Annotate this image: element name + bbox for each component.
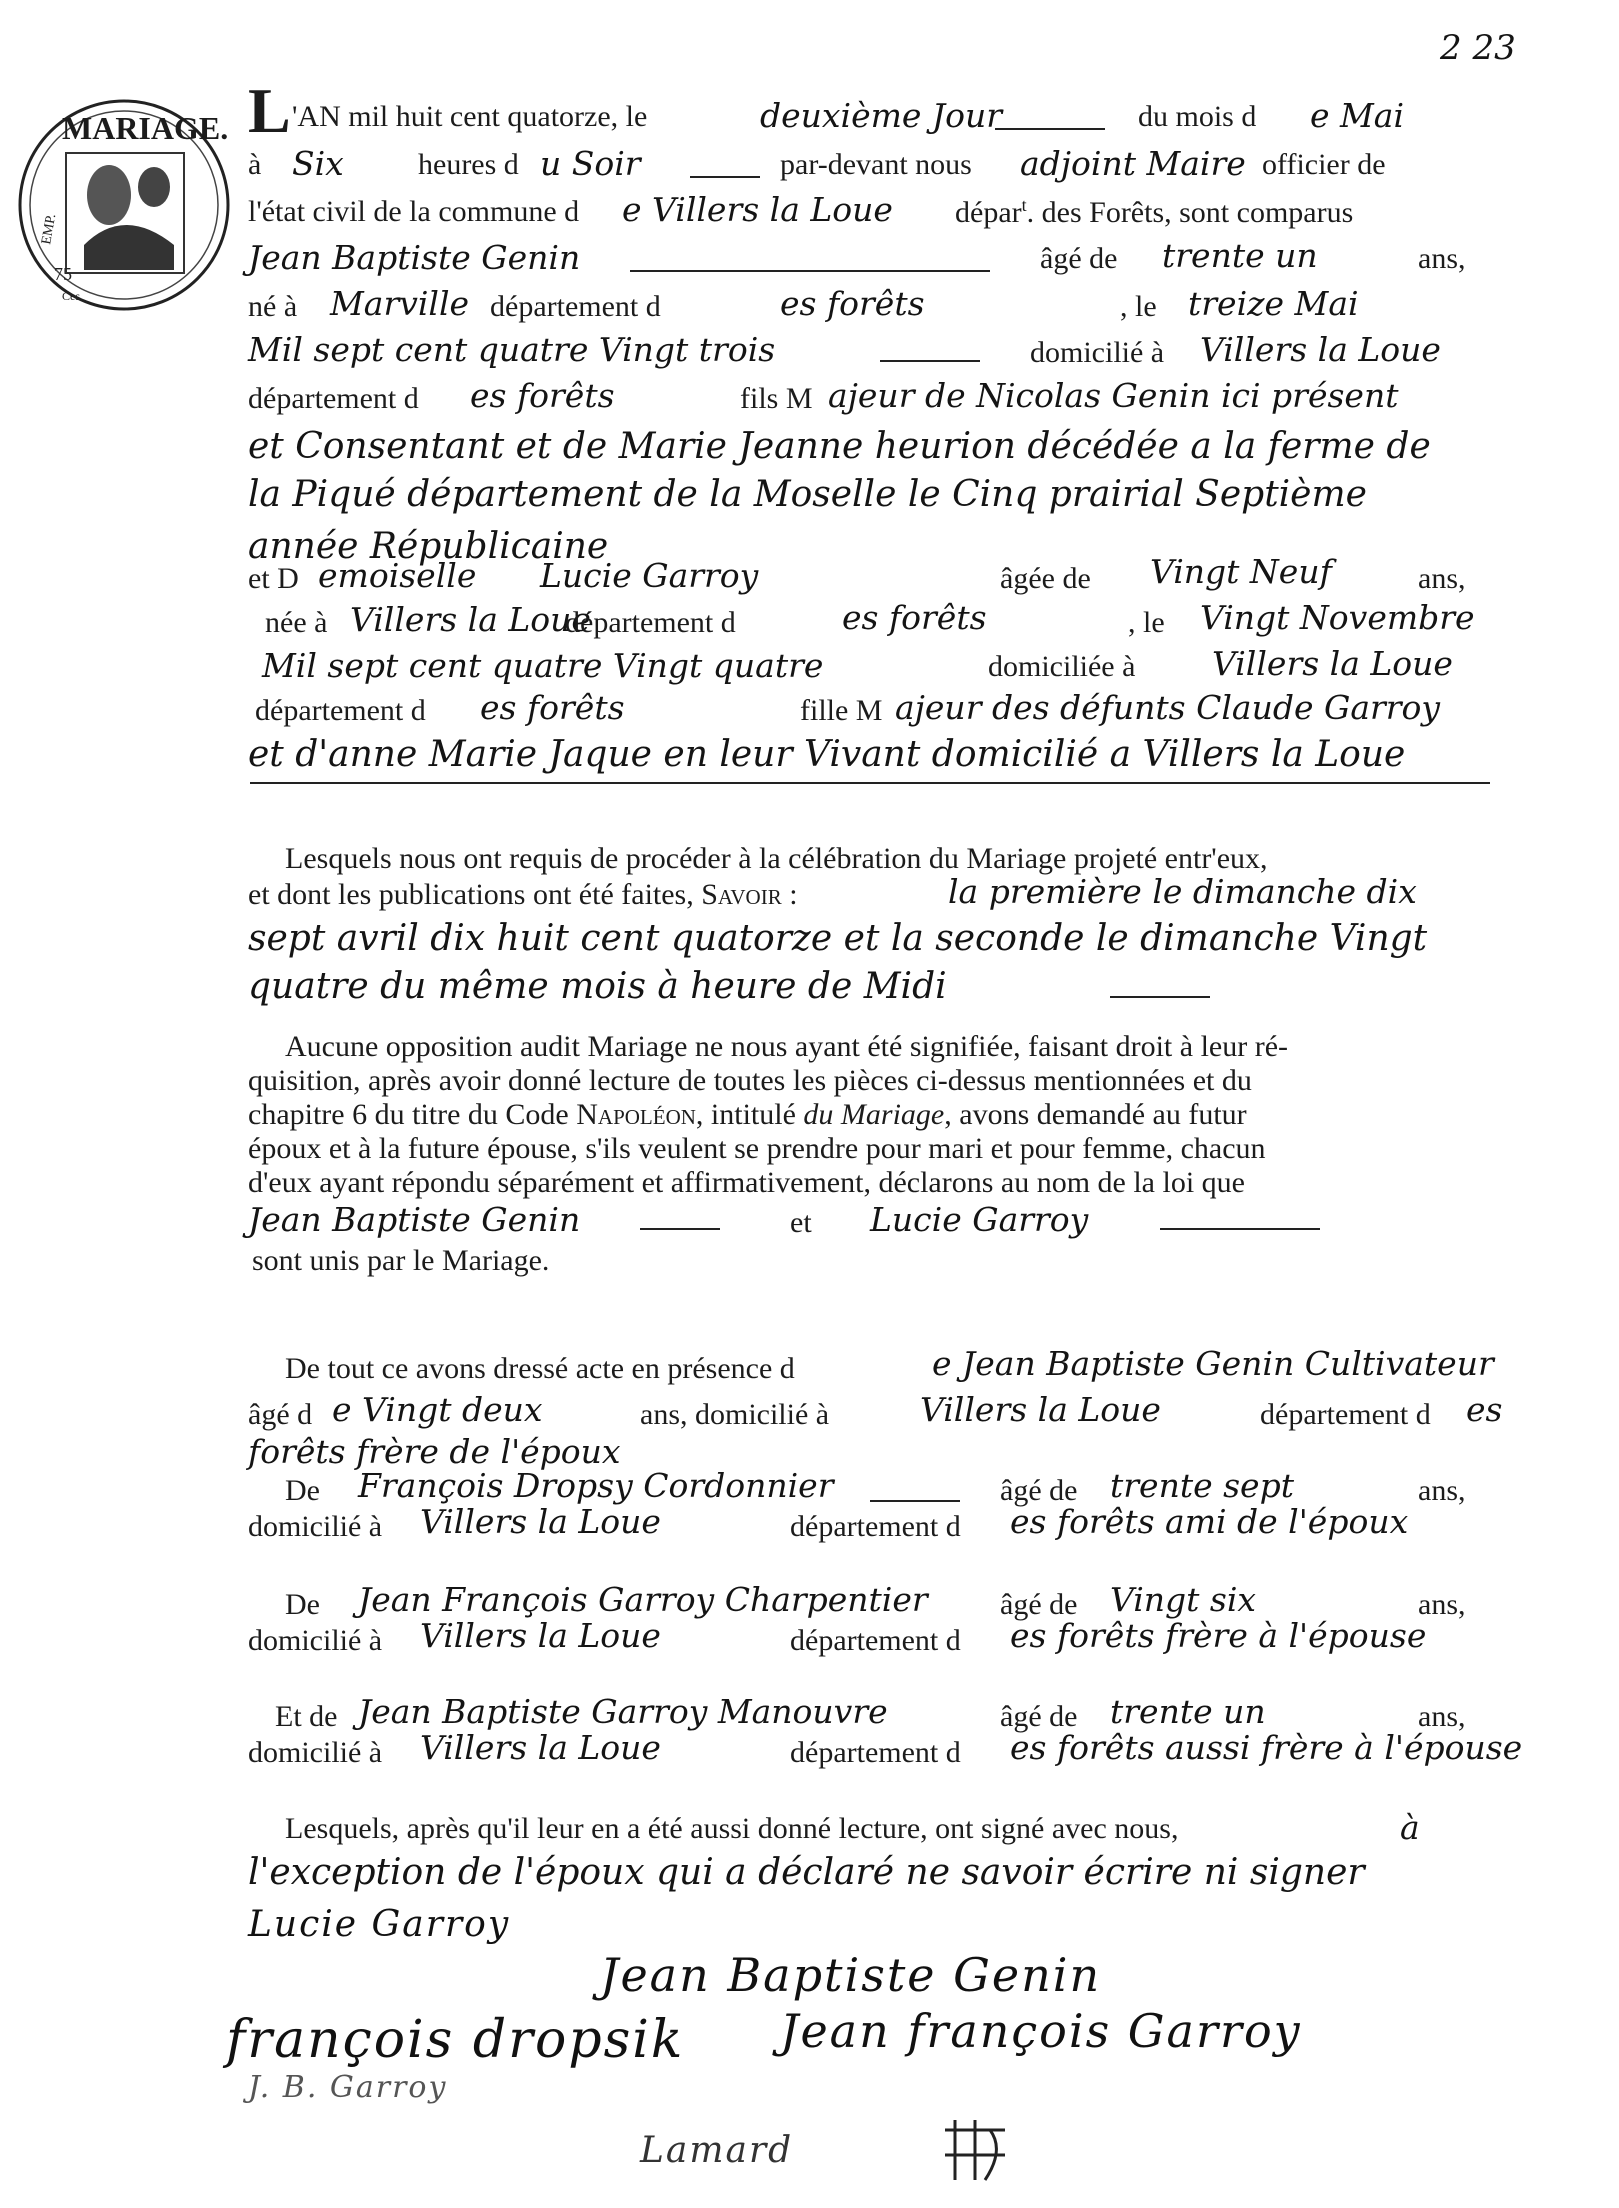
union-et: et <box>790 1206 812 1239</box>
bride-domicile-label: domiciliée à <box>988 650 1136 683</box>
stamp-text-cents: Ces <box>62 289 80 303</box>
hw-soir: u Soir <box>540 144 641 183</box>
w4-et-de: Et de <box>275 1700 338 1733</box>
drop-cap: L <box>248 75 291 146</box>
groom-ans: ans, <box>1418 242 1466 275</box>
hw-w3-name: Jean François Garroy Charpentier <box>358 1580 928 1619</box>
opposition-line-5: d'eux ayant répondu séparément et affirmativement, déclarons au nom de la loi que <box>248 1166 1245 1199</box>
fill-line <box>870 1500 960 1502</box>
bride-le: , le <box>1128 606 1165 639</box>
unis-line: sont unis par le Mariage. <box>252 1244 550 1277</box>
signature-groom: Jean Baptiste Genin <box>600 1948 1102 2002</box>
hw-groom-parents-1: ajeur de Nicolas Genin ici présent <box>828 376 1399 415</box>
hw-w2-age: trente sept <box>1110 1466 1294 1505</box>
hw-bride-year: Mil sept cent quatre Vingt quatre <box>262 646 824 685</box>
hw-groom-dept: es forêts <box>780 284 925 323</box>
hw-groom-parents-2: et Consentant et de Marie Jeanne heurion décédée a la ferme de <box>248 426 1431 467</box>
hw-w1-name: e Jean Baptiste Genin Cultivateur <box>932 1344 1494 1383</box>
hw-mois: e Mai <box>1310 96 1405 135</box>
hw-w1-age: e Vingt deux <box>332 1390 543 1429</box>
header-line3-a: l'état civil de la commune d <box>248 195 580 228</box>
hw-groom-date: treize Mai <box>1188 284 1359 323</box>
header-line2-a: à <box>248 148 262 181</box>
signature-bride: Lucie Garroy <box>248 1904 511 1945</box>
page-number: 2 23 <box>1440 28 1516 68</box>
w3-domicile-label: domicilié à <box>248 1624 383 1657</box>
hw-w4-domicile: Villers la Loue <box>420 1728 661 1767</box>
header-line2-d: officier de <box>1262 148 1386 181</box>
hw-exception-1: à <box>1400 1808 1420 1847</box>
hw-publications-1: la première le dimanche dix <box>948 872 1417 911</box>
officer-paraph-mark <box>935 2110 1015 2190</box>
hw-w4-age: trente un <box>1110 1692 1266 1731</box>
hw-bride-parents-2: et d'anne Marie Jaque en leur Vivant domicilié a Villers la Loue <box>248 734 1406 775</box>
w3-de: De <box>285 1588 320 1621</box>
fill-line <box>1110 996 1210 998</box>
fill-line <box>995 128 1105 130</box>
lesquels-line: Lesquels, après qu'il leur en a été aussi donné lecture, ont signé avec nous, <box>285 1812 1179 1845</box>
hw-union-bride: Lucie Garroy <box>870 1200 1089 1239</box>
opposition-line-2: quisition, après avoir donné lecture de toutes les pièces ci-dessus mentionnées et du <box>248 1064 1252 1097</box>
w3-dept-label: département d <box>790 1624 961 1657</box>
bride-ans: ans, <box>1418 562 1466 595</box>
header-line1-a: 'AN mil huit cent quatorze, le <box>292 100 648 133</box>
groom-fils-label: fils M <box>740 382 813 415</box>
hw-w3-domicile: Villers la Loue <box>420 1616 661 1655</box>
hw-bride-dept: es forêts <box>842 598 987 637</box>
hw-bride-domicile: Villers la Loue <box>1212 644 1453 683</box>
w2-de: De <box>285 1474 320 1507</box>
hw-bride-date: Vingt Novembre <box>1200 598 1475 637</box>
hw-w4-name: Jean Baptiste Garroy Manouvre <box>358 1692 888 1731</box>
closing-rule <box>250 782 1490 784</box>
opposition-line-1: Aucune opposition audit Mariage ne nous ayant été signifiée, faisant droit à leur ré- <box>285 1030 1289 1063</box>
hw-bride-parents-1: ajeur des défunts Claude Garroy <box>895 688 1441 727</box>
groom-born-label: né à <box>248 290 298 323</box>
w2-ans: ans, <box>1418 1474 1466 1507</box>
acte-line-1: De tout ce avons dressé acte en présence d <box>285 1352 795 1385</box>
bride-dept2-label: département d <box>255 694 426 727</box>
header-line1-b: du mois d <box>1138 100 1257 133</box>
bride-born-label: née à <box>265 606 328 639</box>
groom-domicile-label: domicilié à <box>1030 336 1165 369</box>
hw-w4-dept: es forêts aussi frère à l'épouse <box>1010 1728 1523 1767</box>
hw-w3-age: Vingt six <box>1110 1580 1257 1619</box>
opposition-line-3: chapitre 6 du titre du Code Napoléon, intitulé du Mariage, avons demandé au futur <box>248 1098 1247 1131</box>
hw-groom-age: trente un <box>1162 236 1318 275</box>
hw-jour: deuxième Jour <box>760 96 1003 135</box>
hw-w1-domicile: Villers la Loue <box>920 1390 1161 1429</box>
hw-groom-domicile: Villers la Loue <box>1200 330 1441 369</box>
hw-adjoint: adjoint Maire <box>1020 144 1246 183</box>
hw-heures: Six <box>292 144 344 183</box>
fill-line <box>690 176 760 178</box>
fill-line <box>880 360 980 362</box>
hw-groom-parents-4: année Républicaine <box>248 526 609 567</box>
w3-age-label: âgé de <box>1000 1588 1078 1621</box>
groom-age-label: âgé de <box>1040 242 1118 275</box>
w4-dept-label: département d <box>790 1736 961 1769</box>
hw-commune: e Villers la Loue <box>622 190 893 229</box>
hw-publications-3: quatre du même mois à heure de Midi <box>248 966 947 1007</box>
acte-line-2c: département d <box>1260 1398 1431 1431</box>
fill-line <box>630 270 990 272</box>
hw-w1-dept-line: forêts frère de l'époux <box>248 1432 621 1471</box>
signature-witness-jf-garroy: Jean françois Garroy <box>780 2004 1302 2058</box>
hw-w2-domicile: Villers la Loue <box>420 1502 661 1541</box>
hw-groom-dept2: es forêts <box>470 376 615 415</box>
bride-age-label: âgée de <box>1000 562 1091 595</box>
fill-line <box>640 1228 720 1230</box>
w4-age-label: âgé de <box>1000 1700 1078 1733</box>
hw-groom-name: Jean Baptiste Genin <box>248 238 581 277</box>
header-line3-b: dépar$^t$. des Forêts, sont comparus <box>955 195 1354 229</box>
groom-dept2-label: département d <box>248 382 419 415</box>
record-type-label: MARIAGE. <box>62 110 229 146</box>
hw-union-groom: Jean Baptiste Genin <box>248 1200 581 1239</box>
hw-bride-age: Vingt Neuf <box>1150 552 1332 591</box>
hw-groom-born: Marville <box>330 284 470 323</box>
signature-witness-dropsik: françois dropsik <box>226 2010 685 2070</box>
groom-le: , le <box>1120 290 1157 323</box>
w4-ans: ans, <box>1418 1700 1466 1733</box>
w4-domicile-label: domicilié à <box>248 1736 383 1769</box>
requisition-line-2: et dont les publications ont été faites, Savoir : <box>248 878 798 911</box>
fill-line <box>1160 1228 1320 1230</box>
hw-publications-2: sept avril dix huit cent quatorze et la seconde le dimanche Vingt <box>248 918 1428 959</box>
hw-bride-born: Villers la Loue <box>350 600 591 639</box>
hw-exception-2: l'exception de l'époux qui a déclaré ne savoir écrire ni signer <box>248 1852 1365 1893</box>
opposition-line-4: époux et à la future épouse, s'ils veulent se prendre pour mari et pour femme, chacun <box>248 1132 1266 1165</box>
requisition-line-1: Lesquels nous ont requis de procéder à la célébration du Mariage projeté entr'eux, <box>285 842 1268 875</box>
w2-age-label: âgé de <box>1000 1474 1078 1507</box>
acte-line-2b: ans, domicilié à <box>640 1398 830 1431</box>
hw-groom-year: Mil sept cent quatre Vingt trois <box>248 330 776 369</box>
signature-officer: Lamard <box>640 2130 794 2171</box>
hw-bride-dept2: es forêts <box>480 688 625 727</box>
stamp-text-year: 75 <box>54 264 72 284</box>
hw-bride-title: emoiselle <box>318 556 477 595</box>
hw-w2-dept: es forêts ami de l'époux <box>1010 1502 1409 1541</box>
bride-dept-label: département d <box>565 606 736 639</box>
header-line2-b: heures d <box>418 148 519 181</box>
bride-fille-label: fille M <box>800 694 883 727</box>
hw-w1-dept: es <box>1466 1390 1503 1429</box>
header-line2-c: par-devant nous <box>780 148 972 181</box>
w2-domicile-label: domicilié à <box>248 1510 383 1543</box>
hw-bride-name: Lucie Garroy <box>540 556 759 595</box>
w3-ans: ans, <box>1418 1588 1466 1621</box>
hw-groom-parents-3: la Piqué département de la Moselle le Cinq prairial Septième <box>248 474 1367 515</box>
groom-dept-label: département d <box>490 290 661 323</box>
signature-witness-jb-garroy: J. B. Garroy <box>248 2070 448 2105</box>
stamp-text-emp: EMP. <box>39 212 60 246</box>
w2-dept-label: département d <box>790 1510 961 1543</box>
hw-w2-name: François Dropsy Cordonnier <box>358 1466 834 1505</box>
bride-et-label: et D <box>248 562 299 595</box>
acte-line-2a: âgé d <box>248 1398 313 1431</box>
hw-w3-dept: es forêts frère à l'épouse <box>1010 1616 1427 1655</box>
